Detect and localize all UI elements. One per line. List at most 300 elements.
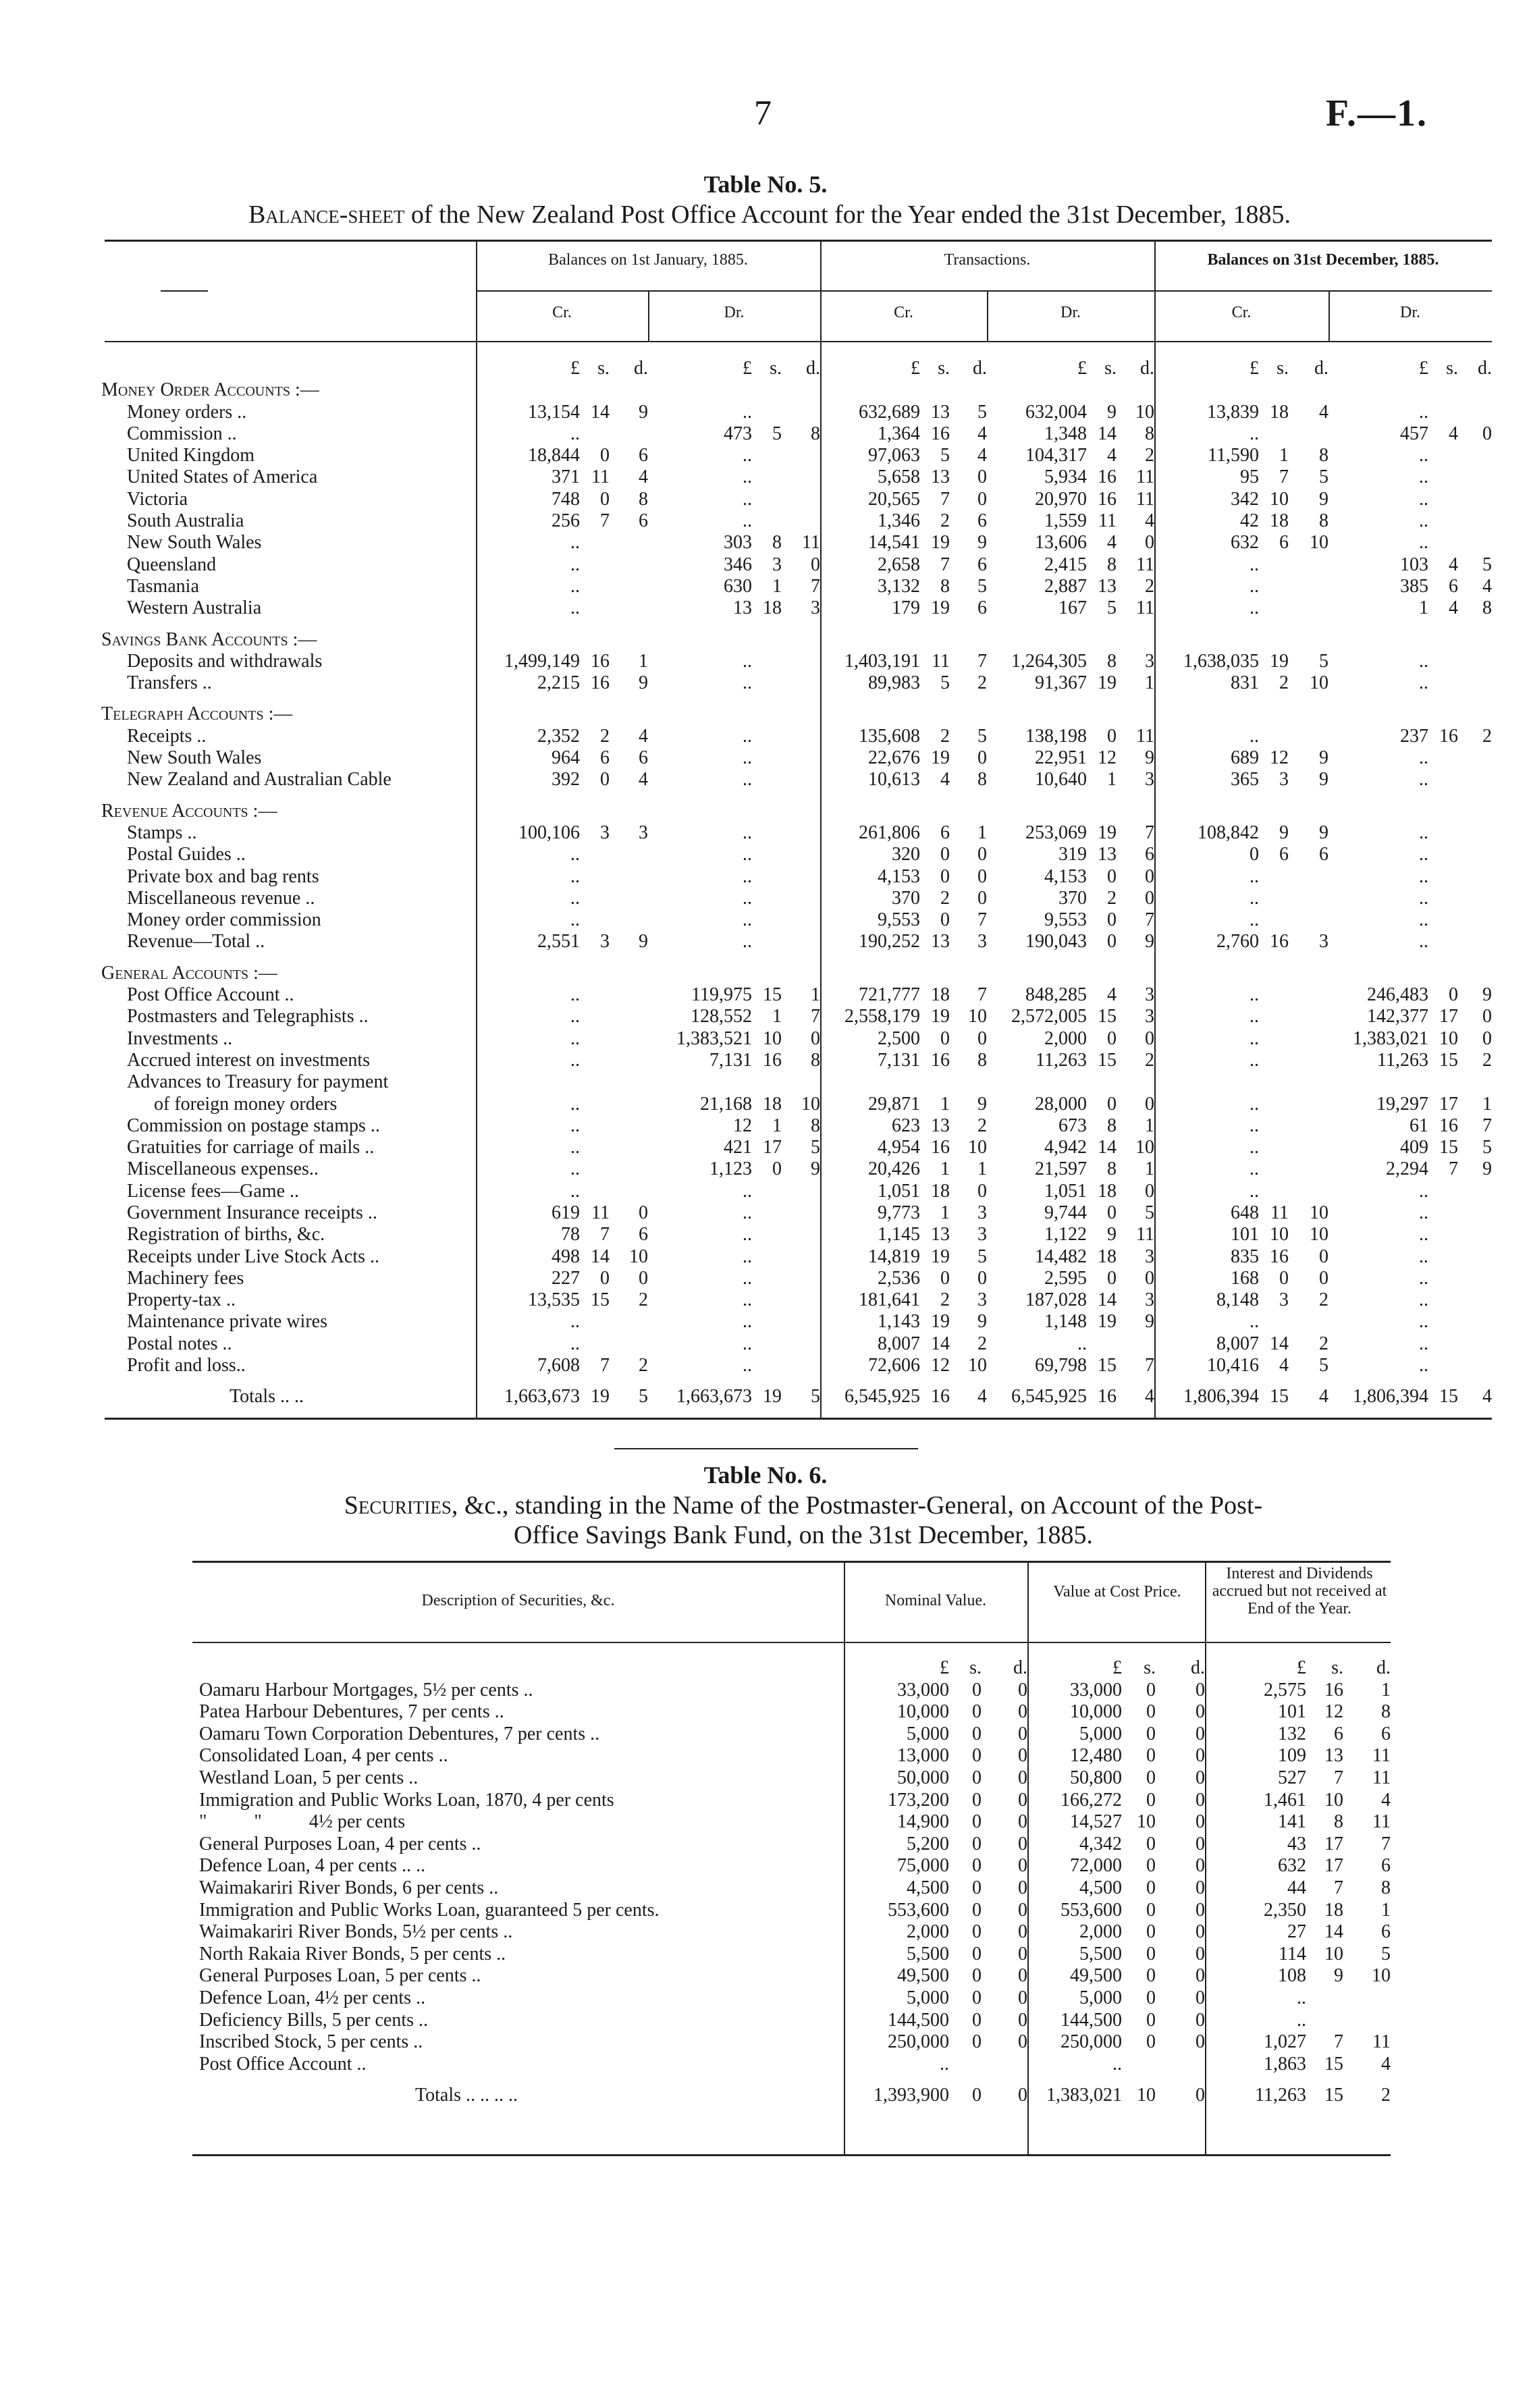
pounds-cell: 1,638,035 (1183, 650, 1259, 672)
pounds-cell: 2,000 (1044, 1027, 1087, 1049)
table-row (101, 909, 1492, 931)
pounds-cell: 10,640 (1035, 769, 1087, 791)
security-description: General Purposes Loan, 5 per cents .. (199, 1965, 481, 1987)
pence-cell: 0 (1145, 887, 1154, 909)
pounds-cell: 21,597 (1035, 1158, 1087, 1180)
pounds-cell: 319 (1058, 844, 1087, 865)
pence-cell (610, 554, 648, 576)
empty-cell (820, 703, 920, 725)
pence-cell (1458, 532, 1492, 554)
shillings-cell: 14 (1098, 1137, 1117, 1158)
pounds-cell: 1,123 (709, 1158, 752, 1180)
table-row (192, 1877, 1391, 1900)
pounds-cell: .. (743, 510, 752, 532)
shillings-cell: 4 (1107, 984, 1117, 1006)
pence-cell: 7 (1145, 1355, 1154, 1376)
pence-cell (610, 1006, 648, 1027)
shillings-cell: 19 (931, 532, 950, 554)
pence-cell: 0 (1319, 1246, 1328, 1267)
pence-cell (1458, 1333, 1492, 1355)
shillings-cell: 1 (940, 1202, 950, 1223)
total-pence: 4 (977, 1386, 987, 1408)
shillings-cell (580, 576, 610, 597)
shillings-cell: 13 (1098, 575, 1117, 597)
pence-cell: 7 (977, 984, 987, 1006)
empty-cell (648, 703, 752, 725)
shillings-cell: 14 (1324, 1921, 1343, 1943)
shillings-cell: 13 (1324, 1745, 1343, 1767)
shillings-cell: 14 (1270, 1333, 1289, 1354)
pounds-cell: 14,482 (1035, 1246, 1087, 1267)
table-row (101, 1137, 1492, 1158)
table-row (101, 747, 1492, 769)
shillings-cell (752, 1268, 782, 1289)
pence-cell: 0 (1196, 2009, 1205, 2031)
total-shillings: 10 (1137, 2085, 1156, 2106)
empty-cell (820, 629, 920, 651)
pence-cell (1289, 1050, 1328, 1071)
shillings-cell (1259, 576, 1289, 597)
shillings-cell: 0 (940, 844, 950, 865)
table6-caption-line2: Office Savings Bank Fund, on the 31st December, 1885. (514, 1521, 1093, 1549)
shillings-cell: 17 (1324, 1833, 1343, 1854)
pence-cell: 0 (1018, 1987, 1027, 2008)
pounds-cell: 101 (1231, 1224, 1259, 1246)
pounds-cell: 27 (1287, 1921, 1306, 1943)
pounds-cell (1154, 1071, 1259, 1093)
empty-cell (580, 629, 610, 651)
pounds-cell: .. (743, 1224, 752, 1246)
pounds-cell: .. (1297, 2009, 1306, 2031)
shillings-cell: 3 (1279, 1289, 1289, 1311)
pounds-cell: .. (1419, 844, 1428, 865)
pounds-cell (820, 1071, 920, 1093)
empty-cell (1289, 629, 1328, 651)
shillings-cell: 0 (972, 1943, 982, 1964)
totals-gap (192, 2075, 1391, 2085)
pounds-cell: 190,252 (859, 931, 920, 953)
pence-cell: 5 (1319, 466, 1328, 488)
shillings-cell: 0 (972, 1745, 982, 1767)
pence-cell (782, 866, 820, 888)
pence-cell (610, 1028, 648, 1050)
pence-cell: 6 (1145, 844, 1154, 865)
pence-cell (1458, 747, 1492, 769)
security-description: Immigration and Public Works Loan, 1870, 4 per cents (199, 1789, 614, 1811)
pence-cell (610, 1115, 648, 1137)
pounds-cell: .. (1419, 1355, 1428, 1376)
shillings-cell: 0 (972, 1921, 982, 1943)
unit-label: s. (938, 358, 950, 379)
shillings-cell: 11 (1098, 510, 1117, 532)
pounds-cell: 12,480 (1070, 1745, 1122, 1767)
pounds-cell: 409 (1400, 1137, 1428, 1158)
pence-cell (1343, 1987, 1391, 2010)
pounds-cell: 721,777 (859, 984, 920, 1006)
pence-cell: 0 (1196, 1943, 1205, 1964)
pounds-cell: 9,553 (1044, 909, 1087, 931)
shillings-cell (752, 747, 782, 769)
empty-cell (610, 963, 648, 984)
pence-cell: 3 (811, 597, 820, 619)
shillings-cell: 9 (1334, 1965, 1343, 1987)
pounds-cell: 13,535 (528, 1289, 580, 1311)
shillings-cell: 7 (600, 1355, 610, 1376)
pounds-cell: 9,744 (1044, 1202, 1087, 1223)
shillings-cell: 9 (1279, 822, 1289, 843)
pence-cell: 0 (1196, 1679, 1205, 1701)
shillings-cell: 4 (1279, 1355, 1289, 1376)
pounds-cell: .. (743, 1355, 752, 1376)
shillings-cell: 3 (600, 931, 610, 953)
pounds-cell: 20,970 (1035, 488, 1087, 510)
table-row (101, 1355, 1492, 1376)
shillings-cell: 19 (1098, 1311, 1117, 1333)
pounds-cell: .. (1419, 401, 1428, 423)
pounds-cell: 4,942 (1044, 1137, 1087, 1158)
pence-cell (1458, 1071, 1492, 1093)
pounds-cell: .. (1419, 822, 1428, 843)
shillings-cell (920, 1071, 950, 1093)
shillings-cell (1428, 931, 1458, 953)
pence-cell: 9 (1319, 488, 1328, 510)
pounds-cell: .. (1419, 1246, 1428, 1267)
row-label: Postmasters and Telegraphists .. (127, 1006, 369, 1027)
pounds-cell: 2,551 (537, 931, 580, 953)
total-shillings: 15 (1270, 1386, 1289, 1408)
pence-cell: 7 (1482, 1115, 1492, 1136)
pence-cell (782, 466, 820, 488)
pence-cell: 6 (1381, 1723, 1391, 1744)
pounds-cell: 167 (1058, 597, 1087, 619)
pence-cell: 0 (1145, 865, 1154, 887)
shillings-cell (1087, 1071, 1117, 1093)
pounds-cell: 2,000 (907, 1921, 949, 1943)
pence-cell: 5 (811, 1137, 820, 1158)
shillings-cell: 2 (940, 725, 950, 747)
pounds-cell: 1,264,305 (1011, 650, 1087, 672)
shillings-cell: 18 (1324, 1899, 1343, 1921)
shillings-cell: 14 (591, 401, 610, 423)
pounds-cell: 10,416 (1207, 1355, 1259, 1376)
pounds-cell: 181,641 (859, 1289, 920, 1311)
table5-group-rule (476, 290, 1492, 292)
shillings-cell (1259, 1071, 1289, 1093)
table6-header-nominal: Nominal Value. (884, 1592, 987, 1609)
empty-cell (610, 801, 648, 822)
pounds-cell: 22,676 (868, 747, 920, 769)
shillings-cell (1122, 2054, 1156, 2076)
pence-cell: 1 (1145, 1158, 1154, 1180)
pence-cell (610, 576, 648, 597)
pounds-cell: .. (570, 575, 580, 597)
pence-cell: 8 (639, 488, 648, 510)
pounds-cell: 10,613 (868, 769, 920, 791)
pence-cell: 3 (977, 1289, 987, 1311)
pence-cell: 0 (1196, 1811, 1205, 1833)
pounds-cell: 33,000 (897, 1679, 949, 1701)
pounds-cell: .. (570, 1115, 580, 1136)
shillings-cell: 17 (763, 1137, 782, 1158)
table-row (192, 1965, 1391, 1987)
pence-cell (1458, 489, 1492, 510)
pence-cell: 0 (1196, 1921, 1205, 1943)
pence-cell: 9 (1319, 747, 1328, 769)
pence-cell: 11 (1136, 1224, 1154, 1246)
pounds-cell: 114 (1279, 1943, 1306, 1964)
shillings-cell (1428, 1224, 1458, 1246)
shillings-cell: 0 (1449, 984, 1458, 1006)
row-label: United States of America (127, 466, 318, 488)
shillings-cell: 4 (940, 769, 950, 791)
pounds-cell: .. (570, 887, 580, 909)
pounds-cell: .. (743, 650, 752, 672)
totals-label: Totals .. .. (230, 1386, 304, 1408)
pounds-cell: 13,000 (897, 1745, 949, 1767)
pounds-cell: 11,590 (1208, 445, 1259, 466)
pounds-cell: .. (743, 822, 752, 843)
table-row (101, 510, 1492, 532)
section-title-row (101, 801, 1492, 822)
pounds-cell: 119,975 (691, 984, 752, 1006)
shillings-cell: 0 (1107, 1202, 1117, 1223)
pounds-cell: 553,600 (1060, 1899, 1122, 1921)
pounds-cell: 173,200 (888, 1789, 949, 1811)
shillings-cell: 4 (1449, 597, 1458, 619)
pence-cell: 6 (639, 510, 648, 532)
pence-cell (782, 844, 820, 865)
shillings-cell (752, 402, 782, 423)
shillings-cell: 0 (1146, 1921, 1156, 1943)
pence-cell (1289, 576, 1328, 597)
shillings-cell (1428, 769, 1458, 791)
pounds-cell: 69,798 (1035, 1355, 1087, 1376)
pence-cell: 7 (977, 650, 987, 672)
shillings-cell: 0 (972, 1899, 982, 1921)
pence-cell: 8 (977, 769, 987, 791)
pounds-cell: 89,983 (868, 672, 920, 694)
pence-cell: 4 (1482, 575, 1492, 597)
pounds-cell: 253,069 (1025, 822, 1087, 843)
pounds-cell: 20,565 (868, 488, 920, 510)
shillings-cell: 7 (600, 1224, 610, 1246)
pence-cell: 2 (1145, 1049, 1154, 1071)
shillings-cell: 16 (1324, 1679, 1343, 1701)
pence-cell: 4 (977, 445, 987, 466)
shillings-cell: 0 (972, 1723, 982, 1744)
shillings-cell: 2 (940, 887, 950, 909)
pounds-cell: 50,000 (897, 1767, 949, 1788)
shillings-cell: 0 (1146, 1855, 1156, 1877)
pounds-cell: 748 (552, 488, 580, 510)
shillings-cell: 12 (1270, 747, 1289, 769)
shillings-cell: 0 (1146, 1965, 1156, 1987)
pounds-cell: .. (743, 1311, 752, 1333)
shillings-cell: 1 (772, 1115, 782, 1136)
pence-cell (1289, 423, 1328, 445)
table-row (101, 726, 1492, 747)
empty-cell (610, 379, 648, 401)
shillings-cell: 19 (1098, 672, 1117, 694)
table5-group-header-3: Balances on 31st December, 1885. (1207, 251, 1439, 269)
pence-cell (1458, 402, 1492, 423)
empty-cell (820, 801, 920, 822)
shillings-cell: 13 (931, 401, 950, 423)
pounds-cell: 19,297 (1376, 1093, 1428, 1115)
shillings-cell: 2 (600, 725, 610, 747)
pounds-cell: 5,500 (907, 1943, 949, 1964)
shillings-cell: 0 (972, 1767, 982, 1788)
shillings-cell (580, 844, 610, 865)
shillings-cell (1259, 1050, 1289, 1071)
empty-cell (950, 703, 987, 725)
pounds-cell: 1,148 (1044, 1311, 1087, 1333)
shillings-cell: 18 (931, 1180, 950, 1202)
shillings-cell (1259, 1311, 1289, 1333)
pounds-cell: 5,000 (1079, 1987, 1122, 2008)
pence-cell (1458, 1181, 1492, 1202)
total-pounds: 1,393,900 (874, 2085, 949, 2106)
row-label: Commission .. (127, 423, 237, 444)
pounds-cell: 49,500 (1070, 1965, 1122, 1987)
unit-label: s. (770, 358, 782, 379)
shillings-cell: 2 (940, 510, 950, 532)
table5-group-header-1: Balances on 1st January, 1885. (548, 251, 748, 269)
table5-dr-header-2: Dr. (1060, 304, 1081, 321)
table5-stub-dash (161, 290, 208, 292)
pence-cell (1289, 1311, 1328, 1333)
pence-cell: 3 (1145, 1006, 1154, 1027)
shillings-cell: 3 (772, 554, 782, 575)
pence-cell: 10 (1310, 672, 1328, 694)
table-row (192, 1701, 1391, 1723)
empty-cell (580, 963, 610, 984)
shillings-cell: 2 (1279, 672, 1289, 694)
pounds-cell: 385 (1400, 575, 1428, 597)
pence-cell (610, 984, 648, 1006)
table-row (101, 1158, 1492, 1180)
pence-cell (1458, 888, 1492, 909)
shillings-cell: 16 (763, 1049, 782, 1071)
pence-cell: 8 (1482, 597, 1492, 619)
units-stub (101, 358, 476, 379)
pence-cell (1458, 822, 1492, 844)
table5-cr-header-1: Cr. (552, 304, 572, 321)
shillings-cell: 16 (1270, 1246, 1289, 1267)
pence-cell: 0 (1196, 2031, 1205, 2053)
pounds-cell: .. (940, 2053, 949, 2075)
shillings-cell (1259, 1006, 1289, 1027)
empty-cell (782, 801, 820, 822)
shillings-cell: 8 (1107, 1115, 1117, 1136)
table6-caption-lead: Securities, (344, 1491, 458, 1520)
shillings-cell: 0 (1146, 1789, 1156, 1811)
row-label: Revenue—Total .. (127, 931, 265, 953)
shillings-cell: 4 (1107, 532, 1117, 554)
pence-cell: 4 (1319, 401, 1328, 423)
shillings-cell (580, 1333, 610, 1355)
empty-cell (476, 801, 580, 822)
shillings-cell: 16 (931, 1137, 950, 1158)
pence-cell: 7 (1145, 822, 1154, 843)
pence-cell: 2 (977, 1115, 987, 1136)
shillings-cell: 0 (1107, 909, 1117, 931)
table5-cr-header-3: Cr. (1231, 304, 1252, 321)
empty-cell (752, 629, 782, 651)
row-label: of foreign money orders (154, 1093, 338, 1115)
shillings-cell (1428, 1202, 1458, 1224)
shillings-cell (752, 726, 782, 747)
unit-label: £ (743, 358, 752, 379)
pounds-cell: .. (1250, 1006, 1259, 1027)
pence-cell: 8 (1319, 445, 1328, 466)
empty-cell (1328, 629, 1428, 651)
empty-cell (648, 801, 752, 822)
security-description: Immigration and Public Works Loan, guaranteed 5 per cents. (199, 1899, 660, 1921)
shillings-cell: 7 (940, 554, 950, 575)
pounds-cell: 835 (1231, 1246, 1259, 1267)
table6-header-rule (192, 1642, 1391, 1643)
pence-cell: 9 (811, 1158, 820, 1180)
shillings-cell: 1 (940, 1158, 950, 1180)
shillings-cell (752, 1289, 782, 1311)
table6-heading: Table No. 6. (703, 1462, 828, 1489)
pence-cell (982, 2054, 1027, 2076)
table-row (101, 866, 1492, 888)
empty-cell (752, 703, 782, 725)
unit-label: s. (969, 1657, 982, 1678)
empty-cell (1154, 629, 1259, 651)
row-label: Money orders .. (127, 401, 247, 423)
shillings-cell: 18 (1098, 1246, 1117, 1267)
pounds-cell: 14,900 (897, 1811, 949, 1833)
table-row (101, 532, 1492, 554)
row-label: Tasmania (127, 575, 199, 597)
pounds-cell: 95 (1240, 466, 1259, 488)
pounds-cell: 100,106 (518, 822, 580, 843)
pence-cell (610, 1050, 648, 1071)
pounds-cell: .. (743, 887, 752, 909)
shillings-cell (1306, 2010, 1343, 2032)
empty-cell (1259, 801, 1289, 822)
shillings-cell (752, 651, 782, 672)
pounds-cell: .. (1419, 672, 1428, 694)
shillings-cell: 9 (1107, 401, 1117, 423)
totals-gap (101, 1376, 1492, 1386)
pounds-cell: .. (1250, 909, 1259, 931)
table-row (101, 423, 1492, 445)
empty-cell (476, 963, 580, 984)
pence-cell: 0 (1319, 1267, 1328, 1289)
pounds-cell: 9,553 (878, 909, 920, 931)
securities-table (192, 1657, 1391, 2107)
pence-cell (610, 1094, 648, 1115)
row-label: Commission on postage stamps .. (127, 1115, 380, 1136)
table-row (101, 402, 1492, 423)
empty-cell (1289, 963, 1328, 984)
section-gap-cell (101, 953, 1492, 963)
pounds-cell: 1,051 (1044, 1180, 1087, 1202)
table-row (192, 1745, 1391, 1767)
shillings-cell (752, 844, 782, 865)
shillings-cell: 0 (940, 865, 950, 887)
pounds-cell: 29,871 (868, 1093, 920, 1115)
pence-cell: 0 (1145, 1180, 1154, 1202)
shillings-cell: 12 (1324, 1701, 1343, 1723)
shillings-cell: 0 (600, 445, 610, 466)
shillings-cell: 16 (1439, 725, 1458, 747)
shillings-cell: 7 (600, 510, 610, 532)
